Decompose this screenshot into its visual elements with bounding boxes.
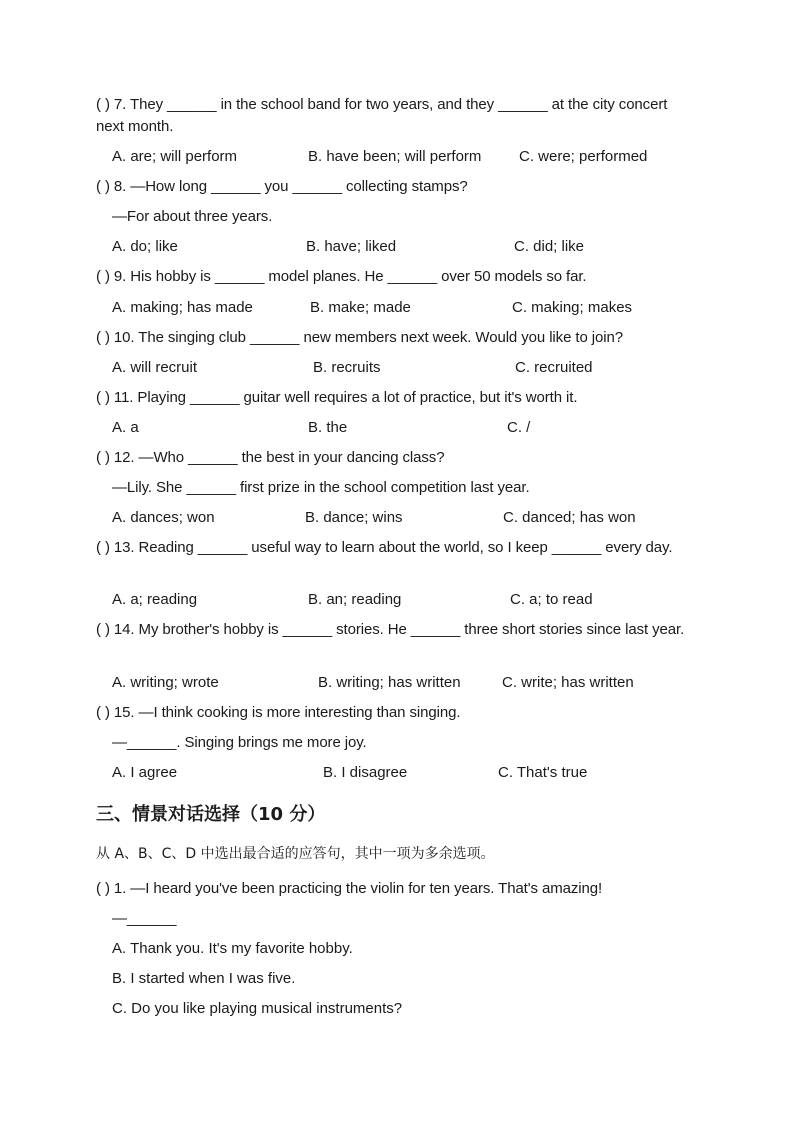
question-15-option-c: C. That's true: [498, 764, 588, 781]
question-14-option-b: B. writing; has written: [318, 674, 461, 691]
question-7-option-b: B. have been; will perform: [308, 148, 482, 165]
section-3-question-1-option-a: A. Thank you. It's my favorite hobby.: [112, 940, 353, 957]
question-12-option-c: C. danced; has won: [503, 509, 636, 526]
question-9-option-a: A. making; has made: [112, 299, 253, 316]
question-10-option-a: A. will recruit: [112, 359, 198, 376]
question-10-option-c: C. recruited: [515, 359, 593, 376]
question-8-stem: ( ) 8. —How long ______ you ______ collecting stamps?: [96, 178, 468, 195]
question-7-option-a: A. are; will perform: [112, 148, 238, 165]
section-3-question-1-option-c: C. Do you like playing musical instruments?: [112, 1000, 403, 1017]
question-12-option-b: B. dance; wins: [305, 509, 403, 526]
section-3-question-1-stem: ( ) 1. —I heard you've been practicing the violin for ten years. That's amazing!: [96, 880, 603, 897]
question-15-stem: ( ) 15. —I think cooking is more interesting than singing.: [96, 704, 461, 721]
question-15-option-b: B. I disagree: [323, 764, 408, 781]
question-10-stem: ( ) 10. The singing club ______ new members next week. Would you like to join?: [96, 329, 623, 346]
section-3-question-1-option-b: B. I started when I was five.: [112, 970, 296, 987]
question-12-option-a: A. dances; won: [112, 509, 215, 526]
question-9-option-c: C. making; makes: [512, 299, 633, 316]
question-14-option-a: A. writing; wrote: [112, 674, 219, 691]
question-12-stem: ( ) 12. —Who ______ the best in your dancing class?: [96, 449, 445, 466]
question-12-reply: —Lily. She ______ first prize in the school competition last year.: [112, 479, 530, 496]
question-14-stem: ( ) 14. My brother's hobby is ______ stories. He ______ three short stories since last year.: [96, 621, 685, 638]
question-11-option-b: B. the: [308, 419, 348, 436]
question-11-option-c: C. /: [507, 419, 531, 436]
question-10-option-b: B. recruits: [313, 359, 381, 376]
question-13-option-b: B. an; reading: [308, 591, 402, 608]
question-15-reply: —______. Singing brings me more joy.: [112, 734, 367, 751]
question-11-option-a: A. a: [112, 419, 139, 436]
question-9-stem: ( ) 9. His hobby is ______ model planes. He ______ over 50 models so far.: [96, 268, 587, 285]
section-3-instruction: 从 A、B、C、D 中选出最合适的应答句，其中一项为多余选项。: [96, 846, 495, 862]
question-8-reply: —For about three years.: [112, 208, 273, 225]
question-8-option-c: C. did; like: [514, 238, 585, 255]
question-13-stem: ( ) 13. Reading ______ useful way to learn about the world, so I keep ______ every day.: [96, 539, 673, 556]
question-14-option-c: C. write; has written: [502, 674, 634, 691]
question-13-option-c: C. a; to read: [510, 591, 593, 608]
question-8-option-b: B. have; liked: [306, 238, 397, 255]
section-3-title: 三、情景对话选择（10 分）: [96, 804, 326, 825]
question-7-option-c: C. were; performed: [519, 148, 648, 165]
question-15-option-a: A. I agree: [112, 764, 178, 781]
question-11-stem: ( ) 11. Playing ______ guitar well requires a lot of practice, but it's worth it.: [96, 389, 578, 406]
question-13-option-a: A. a; reading: [112, 591, 198, 608]
question-8-option-a: A. do; like: [112, 238, 178, 255]
section-3-question-1-reply: —______: [112, 910, 177, 927]
question-9-option-b: B. make; made: [310, 299, 411, 316]
question-7-stem: ( ) 7. They ______ in the school band for two years, and they ______ at the city concert next month.: [96, 96, 668, 135]
